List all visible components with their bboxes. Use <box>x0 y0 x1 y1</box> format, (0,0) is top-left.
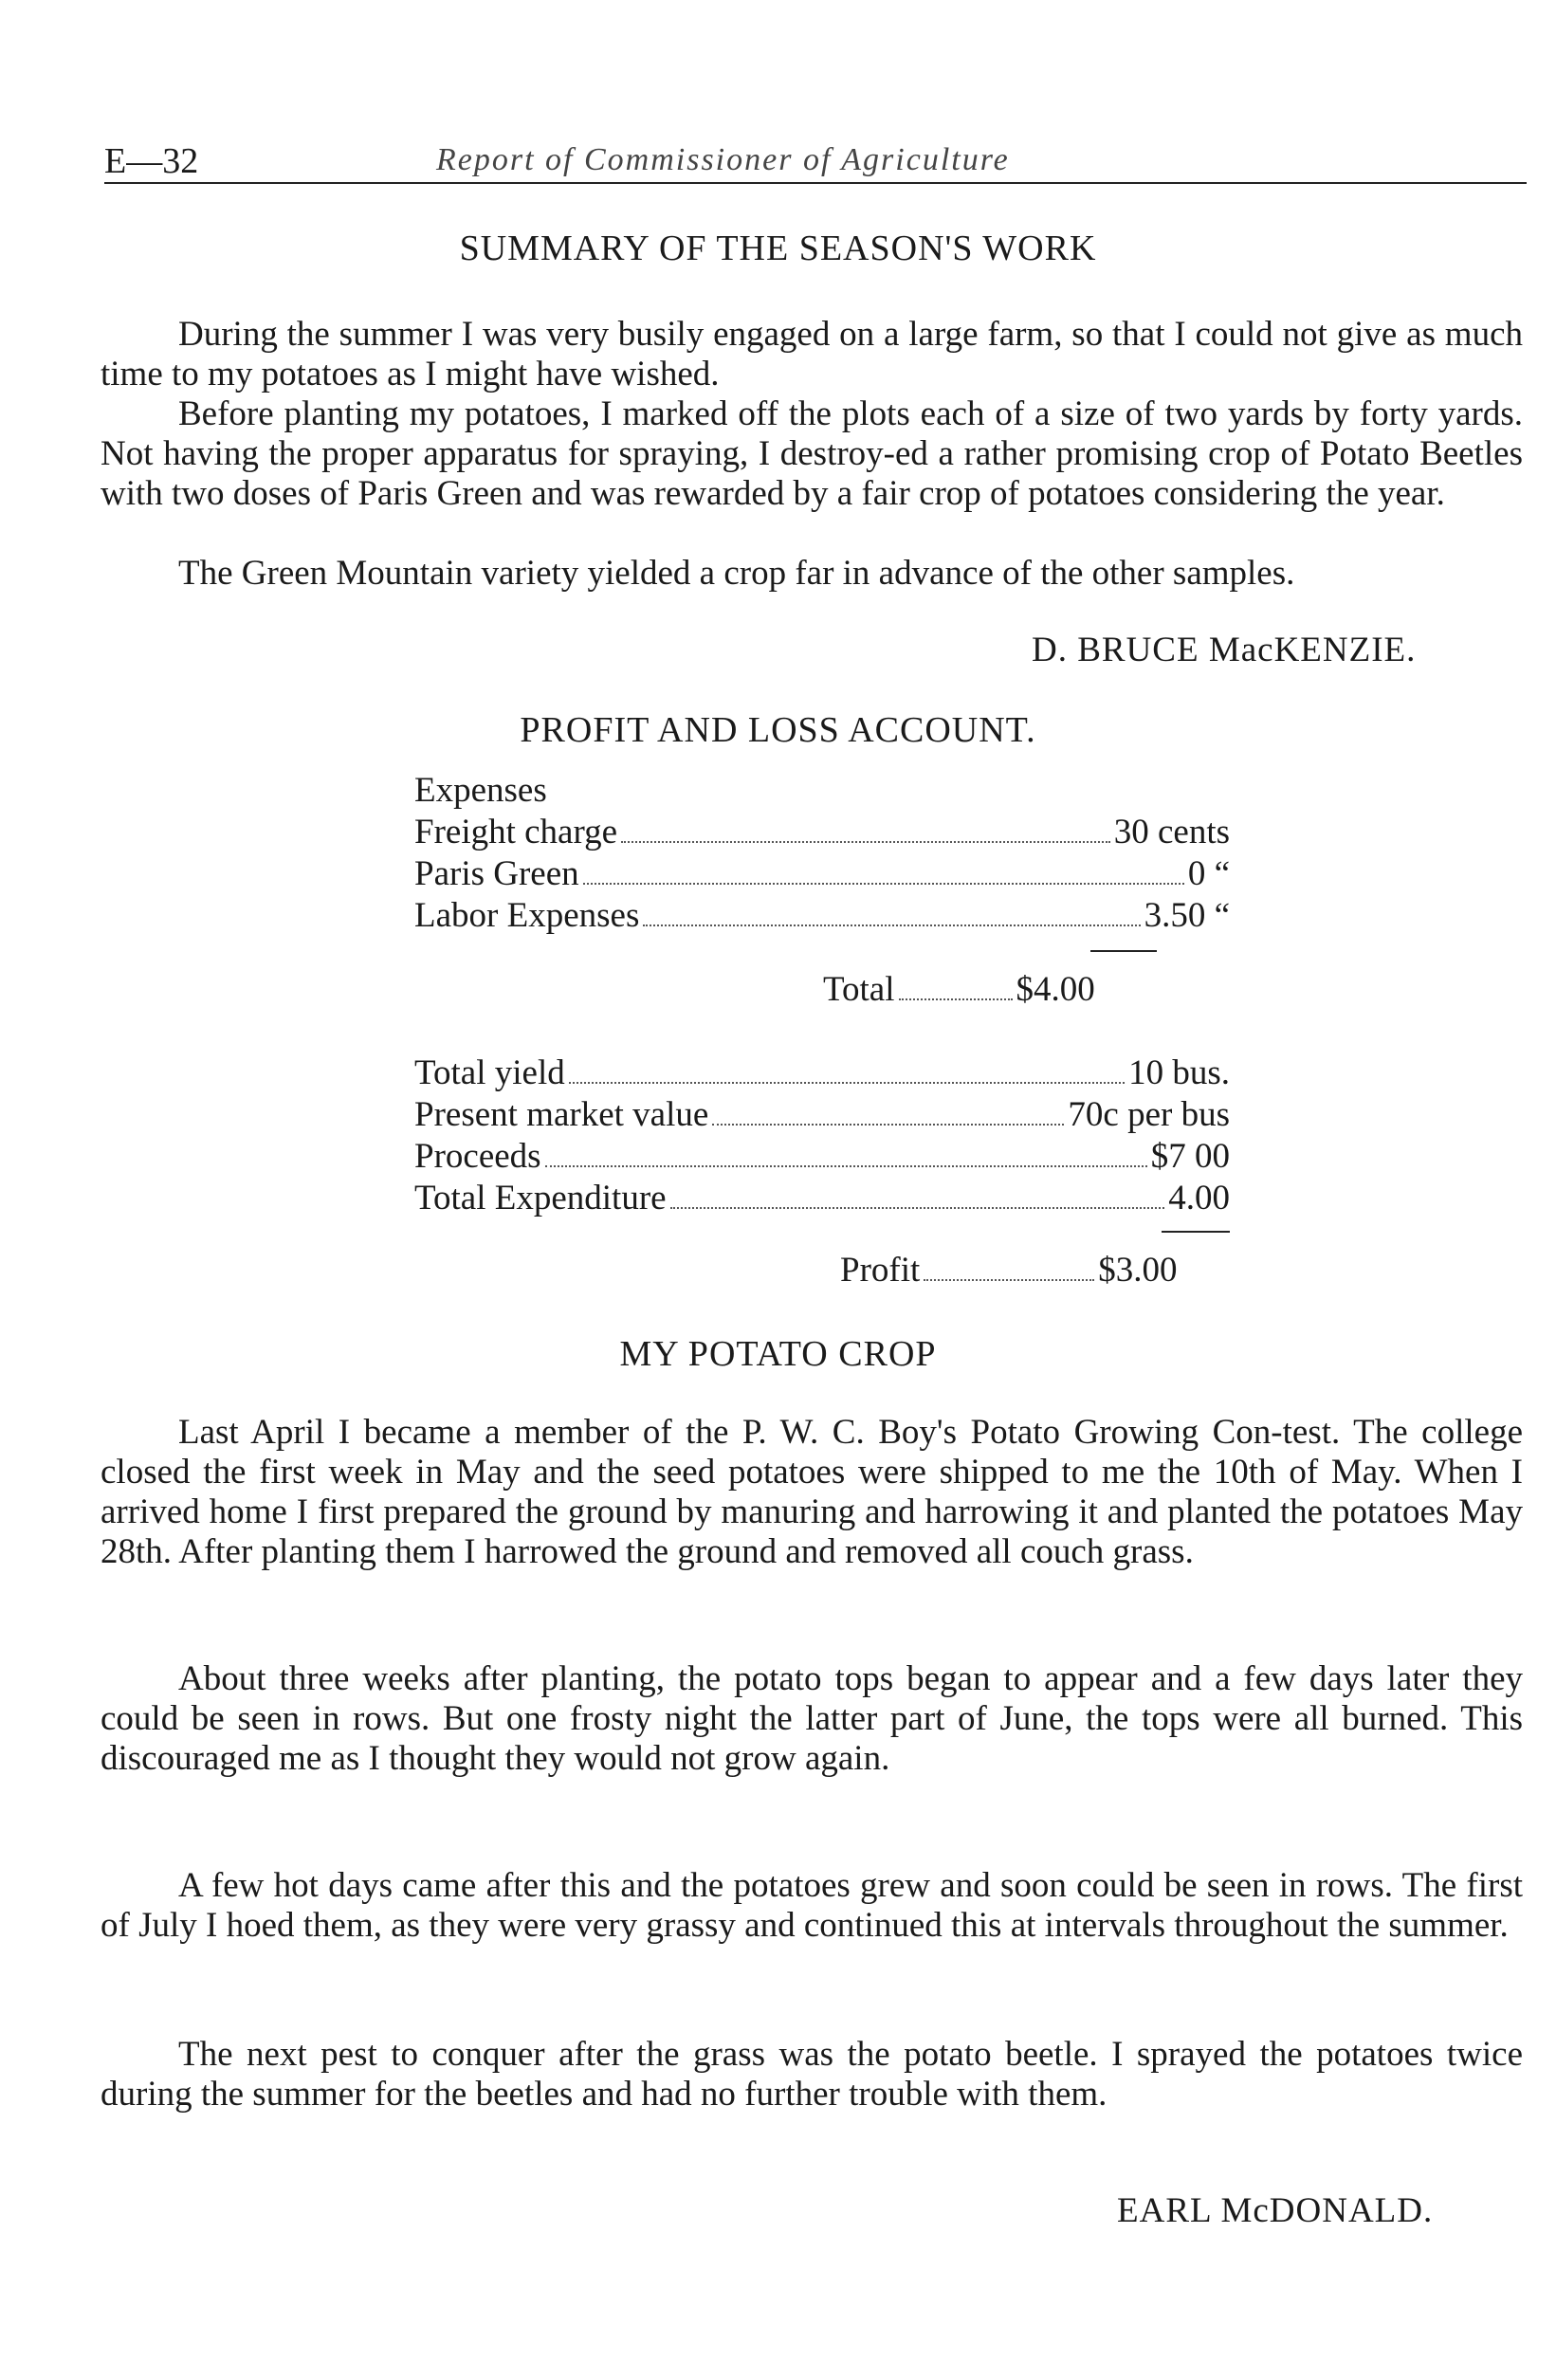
total-row <box>823 969 1095 1010</box>
yield-value: 4.00 <box>1168 1179 1230 1217</box>
expense-row <box>414 812 1230 853</box>
signature-mcdonald: EARL McDONALD. <box>1117 2191 1434 2230</box>
profit-value: $3.00 <box>1098 1251 1178 1290</box>
expenses-label-row <box>414 770 1230 812</box>
crop-paragraph-3: A few hot days came after this and the potatoes grew and soon could be seen in rows. The first of July I hoed them, as they were very grassy and continued this at intervals throughout the summer. <box>101 1866 1523 1945</box>
leader-dots <box>899 998 1013 1000</box>
yield-value: $7 00 <box>1150 1137 1230 1176</box>
crop-paragraph-2: About three weeks after planting, the potato tops began to appear and a few days later they could be seen in rows. But one frosty night the latter part of June, the tops were all burned. This discouraged me as I thought they would not grow again. <box>101 1659 1523 1778</box>
yield-label: Total yield <box>414 1053 565 1092</box>
crop-paragraph-4: The next pest to conquer after the grass was the potato beetle. I sprayed the potatoes twice during the summer for the beetles and had no further trouble with them. <box>101 2035 1523 2114</box>
leader-dots <box>545 1165 1147 1167</box>
leader-dots <box>583 883 1184 885</box>
potato-crop-heading: MY POTATO CROP <box>619 1334 937 1374</box>
running-title: Report of Commissioner of Agriculture <box>436 142 1010 177</box>
expense-value: 3.50 “ <box>1144 896 1230 935</box>
yield-label: Total Expenditure <box>414 1179 667 1217</box>
account-heading: PROFIT AND LOSS ACCOUNT. <box>520 710 1036 750</box>
sum-rule <box>1162 1231 1230 1233</box>
sum-rule <box>1090 950 1157 952</box>
expense-row <box>414 853 1230 895</box>
profit-row <box>840 1250 1178 1291</box>
leader-dots <box>712 1124 1064 1126</box>
crop-paragraph-1: Last April I became a member of the P. W. C. Boy's Potato Growing Con-test. The college closed the first week in May and the seed potatoes were shipped to me the 10th of May. When I arrived home I first prepared the ground by manuring and harrowing it and planted the potatoes May 28th. After planting them I harrowed the ground and removed all couch grass. <box>101 1413 1523 1571</box>
total-label: Total <box>823 970 895 1009</box>
profit-label: Profit <box>840 1251 921 1290</box>
page-header <box>104 140 1527 184</box>
yield-row <box>414 1094 1230 1136</box>
yield-value: 10 bus. <box>1128 1053 1230 1092</box>
yield-row <box>414 1136 1230 1178</box>
summary-heading: SUMMARY OF THE SEASON'S WORK <box>459 229 1097 268</box>
leader-dots <box>621 841 1110 843</box>
expenses-block <box>414 770 1230 937</box>
leader-dots <box>924 1279 1094 1281</box>
summary-paragraph-2: Before planting my potatoes, I marked off the plots each of a size of two yards by forty yards. Not having the proper apparatus for spraying, I destroy-ed a rather promising crop of Potato Beetles with two doses of Paris Green and was rewarded by a fair crop of potatoes considering the year. <box>101 394 1523 513</box>
yield-label: Proceeds <box>414 1137 541 1176</box>
yield-label: Present market value <box>414 1095 709 1134</box>
leader-dots <box>569 1082 1125 1084</box>
leader-dots <box>670 1207 1165 1209</box>
yield-row <box>414 1053 1230 1094</box>
expense-label: Freight charge <box>414 813 618 851</box>
expense-value: 0 “ <box>1187 854 1230 893</box>
yield-row <box>414 1178 1230 1219</box>
summary-paragraph-3: The Green Mountain variety yielded a crop far in advance of the other samples. <box>178 554 1295 593</box>
yield-block <box>414 1053 1230 1219</box>
total-value: $4.00 <box>1016 970 1095 1009</box>
signature-mackenzie: D. BRUCE MacKENZIE. <box>1032 631 1417 669</box>
leader-dots <box>643 925 1140 926</box>
expense-label: Paris Green <box>414 854 579 893</box>
expenses-label: Expenses <box>414 771 547 810</box>
expense-row <box>414 895 1230 937</box>
summary-paragraph-1: During the summer I was very busily engaged on a large farm, so that I could not give as much time to my potatoes as I might have wished. <box>101 315 1523 394</box>
expense-label: Labor Expenses <box>414 896 640 935</box>
expense-value: 30 cents <box>1113 813 1230 851</box>
yield-value: 70c per bus <box>1068 1095 1230 1134</box>
page-number: E—32 <box>104 141 199 181</box>
